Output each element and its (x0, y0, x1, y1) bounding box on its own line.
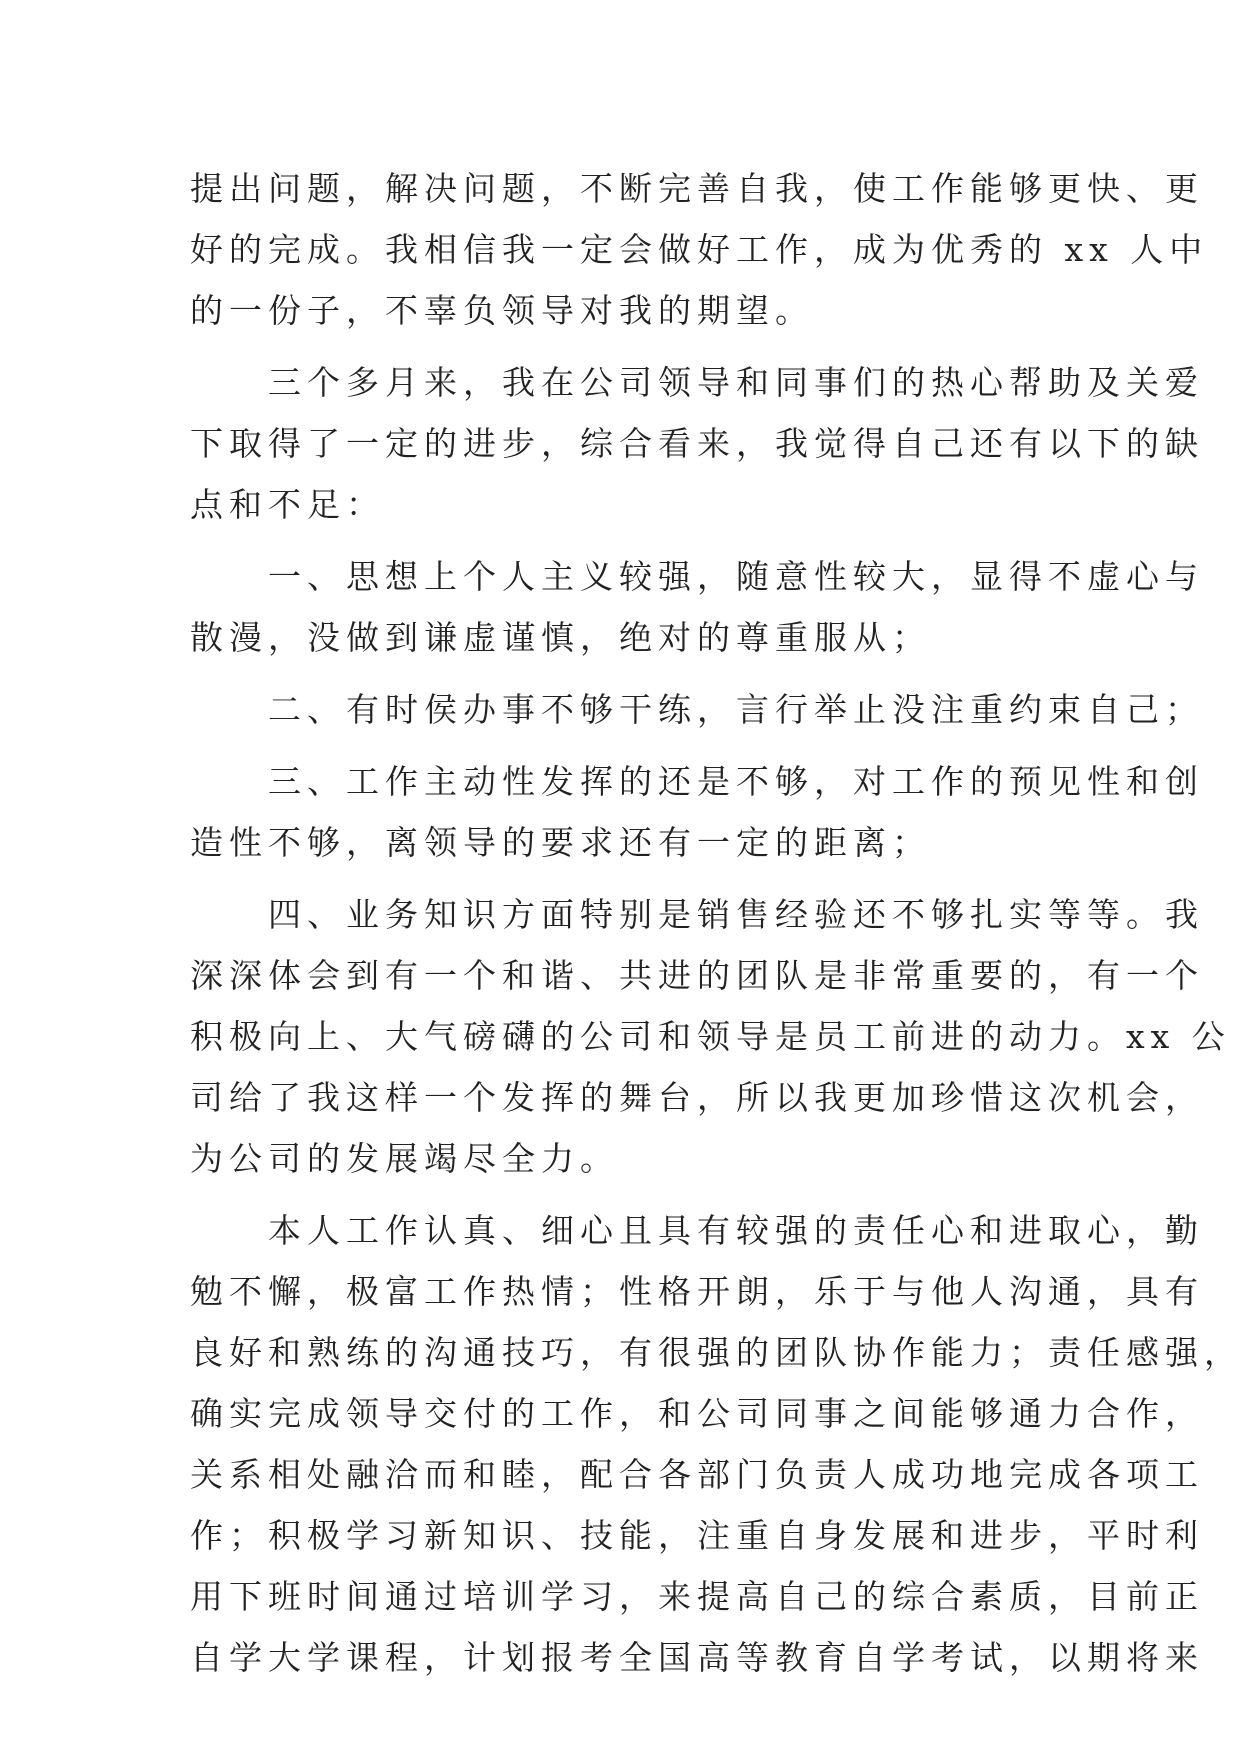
text-line: 的一份子，不辜负领导对我的期望。 (190, 291, 814, 330)
text-line: 为公司的发展竭尽全力。 (190, 1139, 619, 1178)
text-line: 四、业务知识方面特别是销售经验还不够扎实等等。我 (190, 895, 1204, 934)
text-line: 勉不懈，极富工作热情；性格开朗，乐于与他人沟通，具有 (190, 1272, 1204, 1311)
text-line: 良好和熟练的沟通技巧，有很强的团队协作能力；责任感强， (190, 1333, 1243, 1372)
text-line: 关系相处融洽而和睦，配合各部门负责人成功地完成各项工 (190, 1455, 1204, 1494)
text-line: 下取得了一定的进步，综合看来，我觉得自己还有以下的缺 (190, 424, 1204, 463)
paragraph-1 (190, 158, 1209, 341)
paragraph-4 (190, 679, 1204, 740)
text-line: 三个多月来，我在公司领导和同事们的热心帮助及关爱 (190, 363, 1204, 402)
paragraph-7 (190, 1200, 1243, 1688)
text-line: 作；积极学习新知识、技能，注重自身发展和进步，平时利 (190, 1516, 1204, 1555)
text-line: 确实完成领导交付的工作，和公司同事之间能够通力合作， (190, 1394, 1204, 1433)
text-line: 一、思想上个人主义较强，随意性较大，显得不虚心与 (190, 557, 1204, 596)
text-line: 深深体会到有一个和谐、共进的团队是非常重要的，有一个 (190, 956, 1204, 995)
text-line: 好的完成。我相信我一定会做好工作，成为优秀的 xx 人中 (190, 230, 1209, 269)
paragraph-5 (190, 751, 1204, 873)
text-line: 三、工作主动性发挥的还是不够，对工作的预见性和创 (190, 762, 1204, 801)
body-text (190, 158, 1243, 1688)
text-line: 司给了我这样一个发挥的舞台，所以我更加珍惜这次机会， (190, 1078, 1204, 1117)
text-line: 提出问题，解决问题，不断完善自我，使工作能够更快、更 (190, 169, 1204, 208)
paragraph-3 (190, 546, 1204, 668)
paragraph-2 (190, 352, 1204, 535)
paragraph-6 (190, 884, 1231, 1189)
text-line: 散漫，没做到谦虚谨慎，绝对的尊重服从； (190, 618, 931, 657)
text-line: 用下班时间通过培训学习，来提高自己的综合素质，目前正 (190, 1577, 1204, 1616)
text-line: 本人工作认真、细心且具有较强的责任心和进取心，勤 (190, 1211, 1204, 1250)
text-line: 点和不足： (190, 485, 385, 524)
text-line: 积极向上、大气磅礴的公司和领导是员工前进的动力。xx 公 (190, 1017, 1231, 1056)
text-line: 造性不够，离领导的要求还有一定的距离； (190, 823, 931, 862)
text-line: 二、有时侯办事不够干练，言行举止没注重约束自己； (190, 690, 1204, 729)
text-line: 自学大学课程，计划报考全国高等教育自学考试，以期将来 (190, 1638, 1204, 1677)
